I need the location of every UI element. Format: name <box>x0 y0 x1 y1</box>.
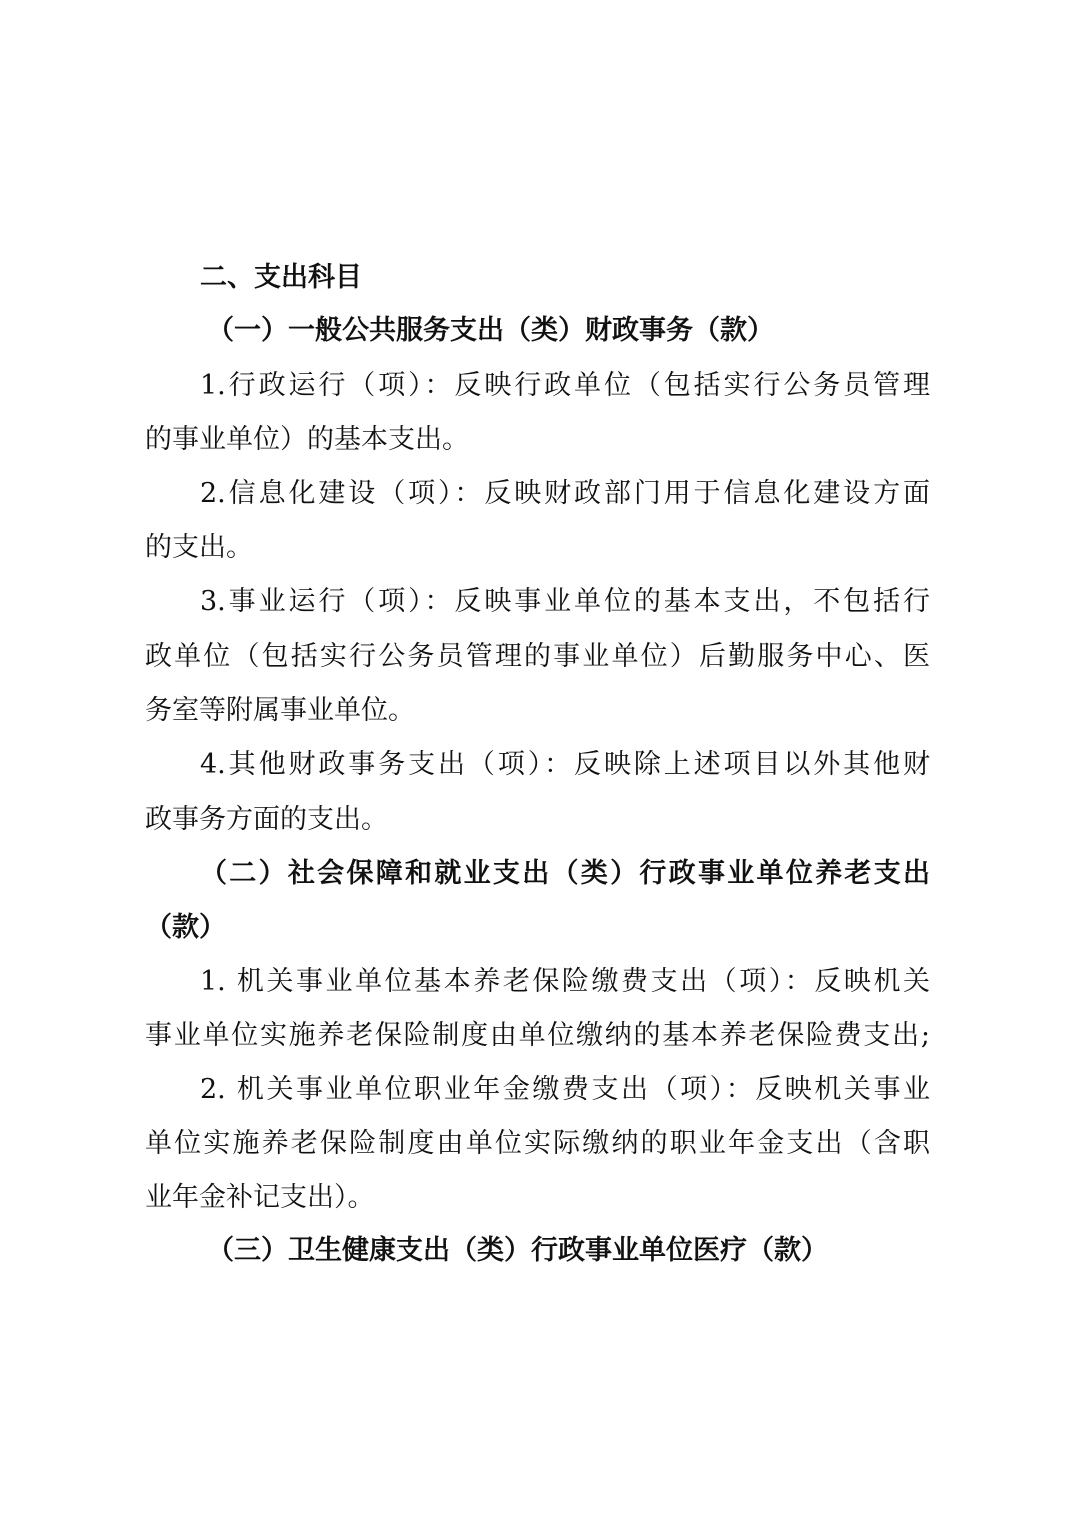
paragraph-line: 务室等附属事业单位。 <box>145 695 415 726</box>
paragraph-line: 的事业单位）的基本支出。 <box>145 424 469 455</box>
paragraph-line: 2. 机关事业单位职业年金缴费支出（项）：反映机关事业 <box>200 1074 930 1105</box>
paragraph-line: 业年金补记支出）。 <box>145 1182 375 1213</box>
paragraph-line: 事业单位实施养老保险制度由单位缴纳的基本养老保险费支出; <box>145 1020 930 1051</box>
subsection-heading-3: （三）卫生健康支出（类）行政事业单位医疗（款） <box>207 1235 828 1266</box>
paragraph-line: 3.事业运行（项）：反映事业单位的基本支出，不包括行 <box>200 586 930 617</box>
paragraph-line: 4.其他财政事务支出（项）：反映除上述项目以外其他财 <box>200 749 930 780</box>
subsection-heading-2: （二）社会保障和就业支出（类）行政事业单位养老支出 <box>200 858 930 889</box>
paragraph-line: 的支出。 <box>145 532 253 563</box>
paragraph-line: 1.行政运行（项）：反映行政单位（包括实行公务员管理 <box>200 370 930 401</box>
section-title: 二、支出科目 <box>200 262 362 293</box>
subsection-heading-1: （一）一般公共服务支出（类）财政事务（款） <box>207 315 774 346</box>
paragraph-line: 政单位（包括实行公务员管理的事业单位）后勤服务中心、医 <box>145 641 930 672</box>
subsection-heading-2-cont: （款） <box>145 912 226 943</box>
paragraph-line: 单位实施养老保险制度由单位实际缴纳的职业年金支出（含职 <box>145 1128 930 1159</box>
paragraph-line: 政事务方面的支出。 <box>145 804 388 835</box>
paragraph-line: 2.信息化建设（项）：反映财政部门用于信息化建设方面 <box>200 478 930 509</box>
paragraph-line: 1. 机关事业单位基本养老保险缴费支出（项）：反映机关 <box>200 966 930 997</box>
